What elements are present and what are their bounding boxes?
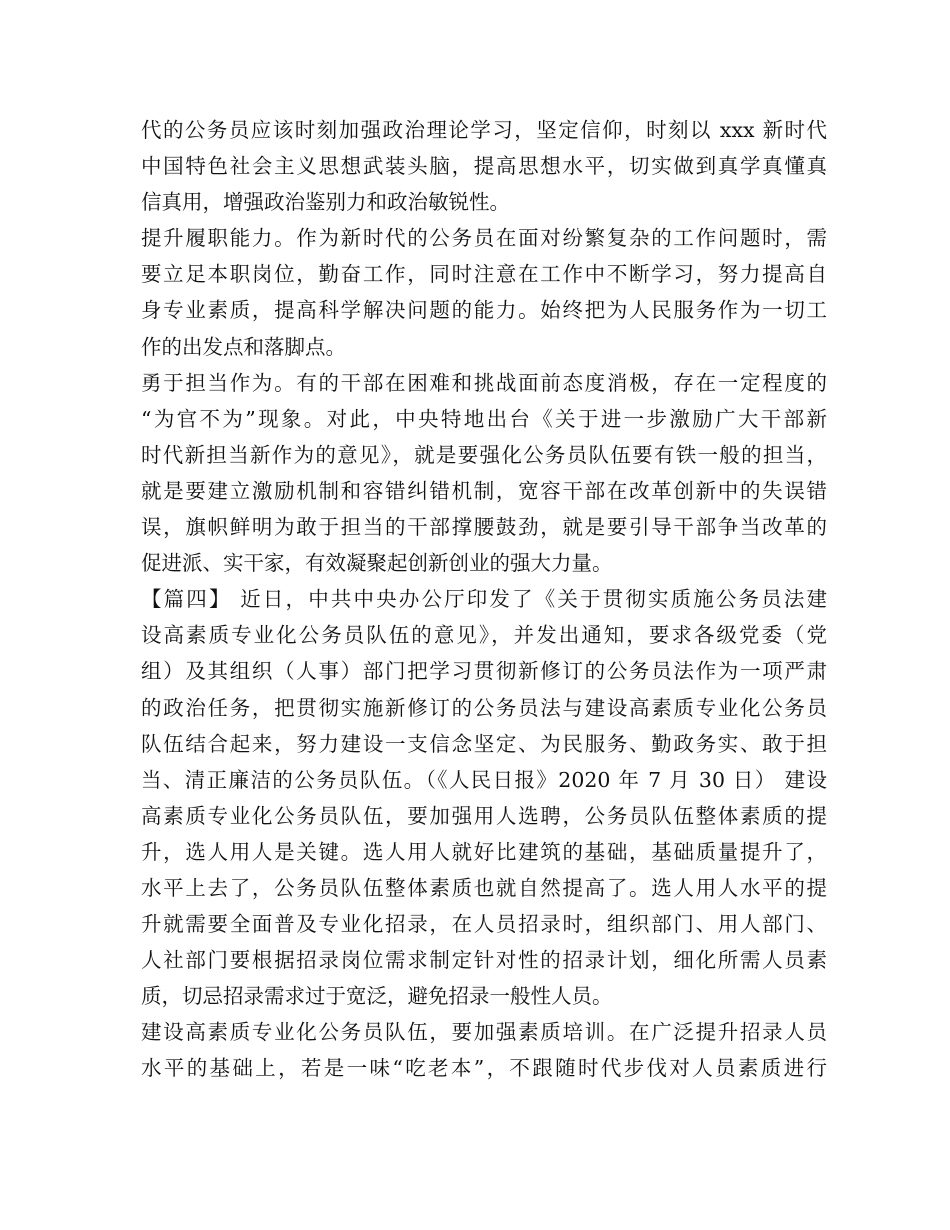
text-line: 代的公务员应该时刻加强政治理论学习，坚定信仰，时刻以 xxx 新时代 (141, 118, 827, 142)
text-line: 【篇四】 近日，中共中央办公厅印发了《关于贯彻实质施公务员法建 (141, 587, 827, 612)
text-line: 升就需要全面普及专业化招录，在人员招录时，组织部门、用人部门、 (141, 912, 827, 937)
text-line: “为官不为”现象。对此，中央特地出台《关于进一步激励广大干部新 (141, 406, 827, 431)
text-line: 升，选人用人是关键。选人用人就好比建筑的基础，基础质量提升了， (141, 839, 827, 864)
text-line: 高素质专业化公务员队伍，要加强用人选聘，公务员队伍整体素质的提 (141, 803, 827, 828)
text-line: 误，旗帜鲜明为敢于担当的干部撑腰鼓劲，就是要引导干部争当改革的 (141, 515, 827, 540)
text-line: 提升履职能力。作为新时代的公务员在面对纷繁复杂的工作问题时，需 (141, 226, 827, 251)
text-line: 中国特色社会主义思想武装头脑，提高思想水平，切实做到真学真懂真 (141, 154, 827, 179)
text-line: 建设高素质专业化公务员队伍，要加强素质培训。在广泛提升招录人员 (141, 1020, 827, 1045)
body-text (141, 112, 827, 1087)
text-line: 组）及其组织（人事）部门把学习贯彻新修订的公务员法作为一项严肃 (141, 659, 827, 684)
text-line: 促进派、实干家，有效凝聚起创新创业的强大力量。 (141, 551, 613, 576)
text-line: 身专业素质，提高科学解决问题的能力。始终把为人民服务作为一切工 (141, 298, 827, 323)
text-line: 设高素质专业化公务员队伍的意见》，并发出通知，要求各级党委（党 (141, 623, 827, 648)
text-line: 就是要建立激励机制和容错纠错机制，宽容干部在改革创新中的失误错 (141, 478, 827, 503)
text-line: 信真用，增强政治鉴别力和政治敏锐性。 (141, 190, 510, 215)
text-line: 队伍结合起来，努力建设一支信念坚定、为民服务、勤政务实、敢于担 (141, 731, 827, 756)
text-line: 时代新担当新作为的意见》，就是要强化公务员队伍要有铁一般的担当， (141, 442, 827, 467)
text-line: 水平的基础上，若是一味“吃老本”，不跟随时代步伐对人员素质进行 (141, 1056, 827, 1081)
text-line: 的政治任务，把贯彻实施新修订的公务员法与建设高素质专业化公务员 (141, 695, 827, 720)
text-line: 当、清正廉洁的公务员队伍。（《人民日报》2020 年 7 月 30 日） 建设 (141, 767, 827, 792)
text-line: 勇于担当作为。有的干部在困难和挑战面前态度消极，存在一定程度的 (141, 370, 827, 395)
text-line: 要立足本职岗位，勤奋工作，同时注意在工作中不断学习，努力提高自 (141, 262, 827, 287)
text-line: 人社部门要根据招录岗位需求制定针对性的招录计划，细化所需人员素 (141, 948, 827, 973)
text-line: 作的出发点和落脚点。 (141, 334, 346, 359)
text-line: 质，切忌招录需求过于宽泛，避免招录一般性人员。 (141, 984, 613, 1009)
text-line: 水平上去了，公务员队伍整体素质也就自然提高了。选人用人水平的提 (141, 875, 827, 900)
